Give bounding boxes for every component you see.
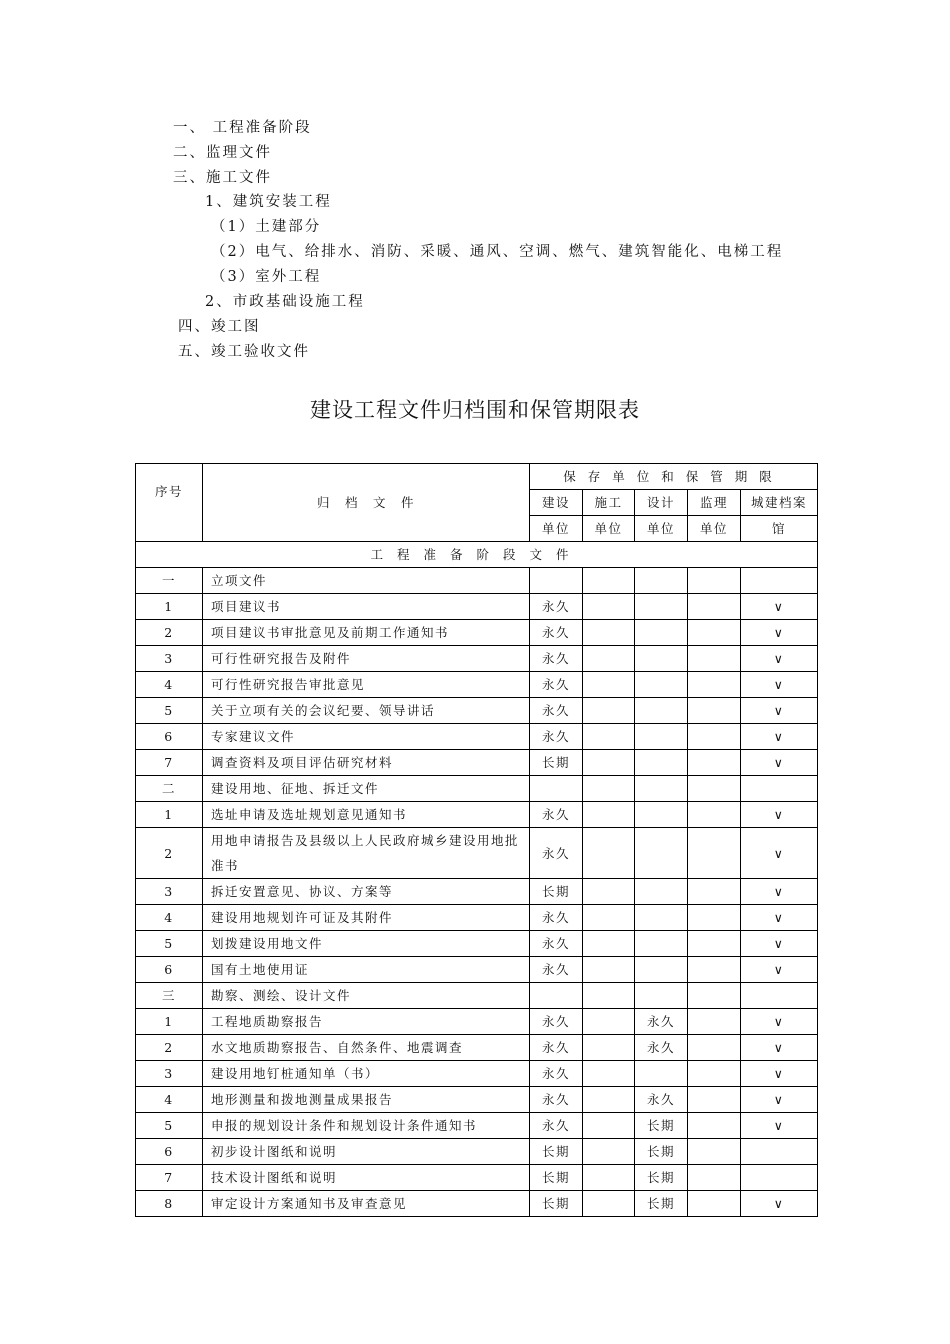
- row-archive-check: ∨: [741, 879, 818, 905]
- row-supervision-unit: [688, 698, 741, 724]
- row-supervision-unit: [688, 1139, 741, 1165]
- table-row: [136, 724, 818, 750]
- document-title: 建设工程文件归档围和保管期限表: [310, 398, 640, 422]
- row-archive-check: ∨: [741, 802, 818, 828]
- table-row: [136, 957, 818, 983]
- outline-item: 2、市政基础设施工程: [205, 294, 365, 310]
- row-contractor-unit: [583, 620, 635, 646]
- row-design-unit: [635, 620, 688, 646]
- row-contractor-unit: [583, 1139, 635, 1165]
- row-supervision-unit: [688, 879, 741, 905]
- row-contractor-unit: [583, 594, 635, 620]
- table-row: [136, 1061, 818, 1087]
- outline-item: 四、竣工图: [178, 319, 261, 335]
- row-construction-unit: 永久: [530, 1009, 583, 1035]
- outline-item: 二、监理文件: [173, 145, 272, 161]
- archive-table: [135, 463, 818, 1217]
- section-title: 工程准备阶段文件: [136, 542, 818, 568]
- row-contractor-unit: [583, 568, 635, 594]
- table-row: [136, 1087, 818, 1113]
- outline-item: （1）土建部分: [211, 219, 322, 235]
- row-seq: 三: [136, 983, 203, 1009]
- row-contractor-unit: [583, 1165, 635, 1191]
- header-seq: 序号: [136, 464, 203, 542]
- row-supervision-unit: [688, 646, 741, 672]
- row-document-name: 水文地质勘察报告、自然条件、地震调查: [203, 1035, 530, 1061]
- row-contractor-unit: [583, 1087, 635, 1113]
- header-col-supervision-l1: 监理: [688, 490, 741, 516]
- row-supervision-unit: [688, 983, 741, 1009]
- table-row: [136, 905, 818, 931]
- row-supervision-unit: [688, 1191, 741, 1217]
- table-row: [136, 1035, 818, 1061]
- row-archive-check: ∨: [741, 646, 818, 672]
- header-col-design-l1: 设计: [635, 490, 688, 516]
- row-construction-unit: [530, 983, 583, 1009]
- row-design-unit: [635, 646, 688, 672]
- row-design-unit: [635, 750, 688, 776]
- row-supervision-unit: [688, 672, 741, 698]
- table-row: [136, 568, 818, 594]
- row-design-unit: [635, 776, 688, 802]
- row-contractor-unit: [583, 1009, 635, 1035]
- table-row: [136, 750, 818, 776]
- row-supervision-unit: [688, 828, 741, 879]
- table-row: [136, 1009, 818, 1035]
- row-construction-unit: 永久: [530, 931, 583, 957]
- row-archive-check: ∨: [741, 1009, 818, 1035]
- header-col-contractor-l2: 单位: [583, 516, 635, 542]
- table-row: [136, 802, 818, 828]
- row-contractor-unit: [583, 698, 635, 724]
- table-row: [136, 594, 818, 620]
- row-construction-unit: 永久: [530, 594, 583, 620]
- row-contractor-unit: [583, 750, 635, 776]
- row-construction-unit: 永久: [530, 1087, 583, 1113]
- row-document-name: 专家建议文件: [203, 724, 530, 750]
- row-document-name: 可行性研究报告审批意见: [203, 672, 530, 698]
- row-supervision-unit: [688, 802, 741, 828]
- table-row: [136, 672, 818, 698]
- row-document-name: 可行性研究报告及附件: [203, 646, 530, 672]
- row-construction-unit: 永久: [530, 1113, 583, 1139]
- header-col-construction-l2: 单位: [530, 516, 583, 542]
- row-design-unit: [635, 983, 688, 1009]
- row-construction-unit: 永久: [530, 1035, 583, 1061]
- row-seq: 2: [136, 828, 203, 879]
- row-construction-unit: 永久: [530, 802, 583, 828]
- header-col-design-l2: 单位: [635, 516, 688, 542]
- row-seq: 一: [136, 568, 203, 594]
- row-archive-check: ∨: [741, 724, 818, 750]
- row-archive-check: ∨: [741, 594, 818, 620]
- row-construction-unit: 长期: [530, 1191, 583, 1217]
- row-contractor-unit: [583, 672, 635, 698]
- row-document-name: 地形测量和拨地测量成果报告: [203, 1087, 530, 1113]
- section-row: [136, 542, 818, 568]
- row-document-name: 划拨建设用地文件: [203, 931, 530, 957]
- table-row: [136, 620, 818, 646]
- row-supervision-unit: [688, 568, 741, 594]
- row-archive-check: [741, 983, 818, 1009]
- row-construction-unit: 永久: [530, 698, 583, 724]
- header-col-supervision-l2: 单位: [688, 516, 741, 542]
- row-document-name: 关于立项有关的会议纪要、领导讲话: [203, 698, 530, 724]
- table-row: [136, 828, 818, 879]
- row-contractor-unit: [583, 983, 635, 1009]
- row-construction-unit: 永久: [530, 905, 583, 931]
- row-archive-check: ∨: [741, 1035, 818, 1061]
- row-archive-check: ∨: [741, 957, 818, 983]
- row-document-name: 申报的规划设计条件和规划设计条件通知书: [203, 1113, 530, 1139]
- row-document-name: 建设用地规划许可证及其附件: [203, 905, 530, 931]
- table-row: [136, 698, 818, 724]
- table-row: [136, 983, 818, 1009]
- row-construction-unit: 长期: [530, 1139, 583, 1165]
- row-archive-check: ∨: [741, 1191, 818, 1217]
- row-seq: 2: [136, 620, 203, 646]
- row-design-unit: [635, 1061, 688, 1087]
- row-design-unit: [635, 879, 688, 905]
- header-col-contractor-l1: 施工: [583, 490, 635, 516]
- row-supervision-unit: [688, 620, 741, 646]
- row-seq: 5: [136, 698, 203, 724]
- row-supervision-unit: [688, 957, 741, 983]
- outline-item: 五、竣工验收文件: [178, 344, 310, 360]
- outline-item: （3）室外工程: [211, 269, 322, 285]
- row-document-name: 调查资料及项目评估研究材料: [203, 750, 530, 776]
- table-body: [136, 542, 818, 1217]
- row-construction-unit: 长期: [530, 879, 583, 905]
- row-archive-check: [741, 568, 818, 594]
- row-supervision-unit: [688, 1009, 741, 1035]
- table-row: [136, 776, 818, 802]
- row-construction-unit: 永久: [530, 828, 583, 879]
- row-design-unit: 长期: [635, 1191, 688, 1217]
- row-design-unit: 永久: [635, 1087, 688, 1113]
- row-seq: 1: [136, 1009, 203, 1035]
- table-row: [136, 1113, 818, 1139]
- header-retention-group: 保存单位和保管期限: [530, 464, 818, 490]
- row-contractor-unit: [583, 957, 635, 983]
- row-seq: 4: [136, 672, 203, 698]
- row-seq: 8: [136, 1191, 203, 1217]
- row-seq: 2: [136, 1035, 203, 1061]
- row-supervision-unit: [688, 1035, 741, 1061]
- row-supervision-unit: [688, 1113, 741, 1139]
- row-construction-unit: 永久: [530, 620, 583, 646]
- row-design-unit: 永久: [635, 1035, 688, 1061]
- row-archive-check: ∨: [741, 905, 818, 931]
- outline-item: 三、施工文件: [173, 170, 272, 186]
- row-supervision-unit: [688, 724, 741, 750]
- row-document-name: 用地申请报告及县级以上人民政府城乡建设用地批准书: [203, 828, 530, 879]
- row-design-unit: [635, 698, 688, 724]
- header-col-construction-l1: 建设: [530, 490, 583, 516]
- row-archive-check: [741, 776, 818, 802]
- row-document-name: 项目建议书审批意见及前期工作通知书: [203, 620, 530, 646]
- row-archive-check: [741, 1139, 818, 1165]
- row-contractor-unit: [583, 646, 635, 672]
- row-construction-unit: 永久: [530, 672, 583, 698]
- row-document-name: 技术设计图纸和说明: [203, 1165, 530, 1191]
- row-construction-unit: 长期: [530, 750, 583, 776]
- row-design-unit: 长期: [635, 1113, 688, 1139]
- outline-item: （2）电气、给排水、消防、采暖、通风、空调、燃气、建筑智能化、电梯工程: [211, 244, 784, 260]
- row-supervision-unit: [688, 931, 741, 957]
- row-seq: 1: [136, 802, 203, 828]
- row-document-name: 工程地质勘察报告: [203, 1009, 530, 1035]
- row-supervision-unit: [688, 594, 741, 620]
- row-design-unit: [635, 828, 688, 879]
- table-row: [136, 879, 818, 905]
- row-contractor-unit: [583, 1113, 635, 1139]
- row-design-unit: [635, 724, 688, 750]
- row-document-name: 选址申请及选址规划意见通知书: [203, 802, 530, 828]
- header-col-archive-l1: 城建档案: [741, 490, 818, 516]
- outline-item: 一、 工程准备阶段: [173, 120, 312, 136]
- row-contractor-unit: [583, 879, 635, 905]
- row-contractor-unit: [583, 1061, 635, 1087]
- row-seq: 6: [136, 724, 203, 750]
- table-header: [136, 464, 818, 542]
- row-archive-check: ∨: [741, 828, 818, 879]
- row-archive-check: ∨: [741, 1061, 818, 1087]
- row-document-name: 勘察、测绘、设计文件: [203, 983, 530, 1009]
- row-seq: 二: [136, 776, 203, 802]
- row-seq: 1: [136, 594, 203, 620]
- row-contractor-unit: [583, 1191, 635, 1217]
- row-design-unit: [635, 594, 688, 620]
- row-supervision-unit: [688, 905, 741, 931]
- outline-item: 1、建筑安装工程: [205, 194, 332, 210]
- row-construction-unit: 长期: [530, 1165, 583, 1191]
- row-seq: 3: [136, 1061, 203, 1087]
- row-archive-check: ∨: [741, 672, 818, 698]
- row-document-name: 立项文件: [203, 568, 530, 594]
- row-seq: 4: [136, 1087, 203, 1113]
- row-design-unit: [635, 568, 688, 594]
- row-archive-check: [741, 1165, 818, 1191]
- row-supervision-unit: [688, 750, 741, 776]
- table-row: [136, 1191, 818, 1217]
- row-seq: 5: [136, 1113, 203, 1139]
- row-design-unit: [635, 905, 688, 931]
- row-contractor-unit: [583, 802, 635, 828]
- row-contractor-unit: [583, 1035, 635, 1061]
- table-row: [136, 646, 818, 672]
- row-document-name: 拆迁安置意见、协议、方案等: [203, 879, 530, 905]
- row-supervision-unit: [688, 1061, 741, 1087]
- table-row: [136, 1139, 818, 1165]
- row-design-unit: [635, 931, 688, 957]
- row-archive-check: ∨: [741, 931, 818, 957]
- row-seq: 6: [136, 957, 203, 983]
- row-document-name: 国有土地使用证: [203, 957, 530, 983]
- row-document-name: 审定设计方案通知书及审查意见: [203, 1191, 530, 1217]
- row-archive-check: ∨: [741, 750, 818, 776]
- row-archive-check: ∨: [741, 620, 818, 646]
- row-construction-unit: [530, 568, 583, 594]
- row-contractor-unit: [583, 905, 635, 931]
- row-construction-unit: 永久: [530, 957, 583, 983]
- row-design-unit: 长期: [635, 1139, 688, 1165]
- row-document-name: 建设用地、征地、拆迁文件: [203, 776, 530, 802]
- row-seq: 4: [136, 905, 203, 931]
- row-document-name: 项目建议书: [203, 594, 530, 620]
- row-seq: 3: [136, 879, 203, 905]
- row-document-name: 建设用地钉桩通知单（书）: [203, 1061, 530, 1087]
- row-design-unit: [635, 672, 688, 698]
- row-archive-check: ∨: [741, 1087, 818, 1113]
- row-design-unit: [635, 802, 688, 828]
- row-seq: 6: [136, 1139, 203, 1165]
- row-construction-unit: 永久: [530, 646, 583, 672]
- row-contractor-unit: [583, 724, 635, 750]
- row-archive-check: ∨: [741, 1113, 818, 1139]
- row-construction-unit: 永久: [530, 1061, 583, 1087]
- table-row: [136, 1165, 818, 1191]
- row-seq: 5: [136, 931, 203, 957]
- row-construction-unit: [530, 776, 583, 802]
- row-design-unit: 长期: [635, 1165, 688, 1191]
- row-construction-unit: 永久: [530, 724, 583, 750]
- row-supervision-unit: [688, 1087, 741, 1113]
- row-seq: 7: [136, 750, 203, 776]
- row-seq: 7: [136, 1165, 203, 1191]
- row-contractor-unit: [583, 776, 635, 802]
- row-contractor-unit: [583, 931, 635, 957]
- row-design-unit: [635, 957, 688, 983]
- row-supervision-unit: [688, 1165, 741, 1191]
- row-document-name: 初步设计图纸和说明: [203, 1139, 530, 1165]
- header-document: 归 档 文 件: [203, 464, 530, 542]
- row-seq: 3: [136, 646, 203, 672]
- row-supervision-unit: [688, 776, 741, 802]
- row-contractor-unit: [583, 828, 635, 879]
- table-row: [136, 931, 818, 957]
- row-archive-check: ∨: [741, 698, 818, 724]
- row-design-unit: 永久: [635, 1009, 688, 1035]
- header-col-archive-l2: 馆: [741, 516, 818, 542]
